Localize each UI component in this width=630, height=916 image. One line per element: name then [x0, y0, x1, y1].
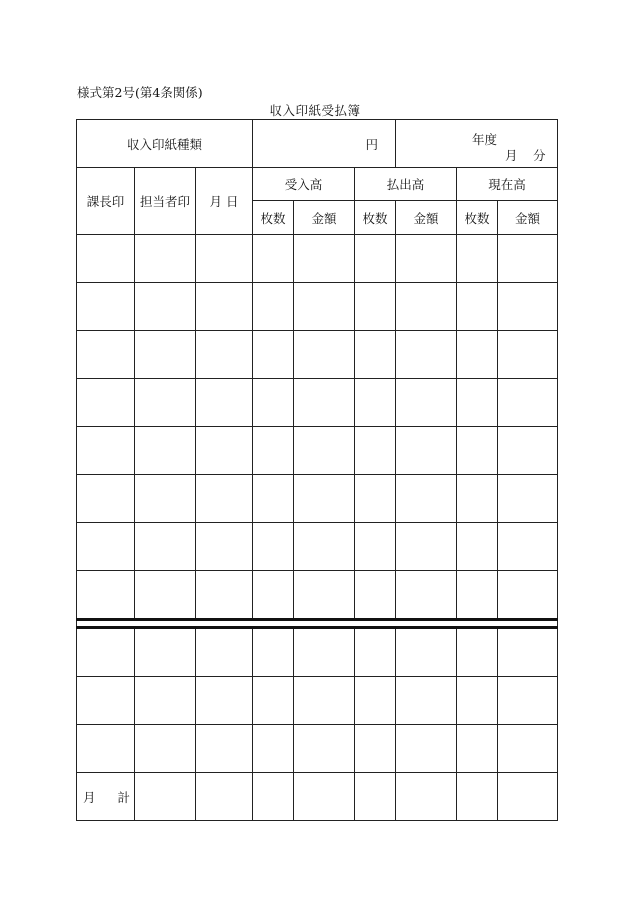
cell [355, 523, 396, 571]
cell [498, 677, 558, 725]
cell [196, 283, 253, 331]
cell [77, 571, 135, 620]
ledger-row [77, 475, 558, 523]
yen-label: 円 [365, 136, 379, 152]
ledger-row [77, 523, 558, 571]
ledger-row [77, 725, 558, 773]
cell [253, 725, 294, 773]
cell [294, 235, 355, 283]
cell [355, 427, 396, 475]
cell [396, 379, 457, 427]
cell [135, 235, 196, 283]
cell [253, 571, 294, 620]
cell [253, 331, 294, 379]
cell [396, 773, 457, 821]
cell [253, 523, 294, 571]
cell [77, 283, 135, 331]
cell [396, 523, 457, 571]
cell [135, 331, 196, 379]
cell [355, 331, 396, 379]
person-in-charge-seal-header: 担当者印 [135, 168, 196, 235]
cell [294, 331, 355, 379]
cell [294, 725, 355, 773]
balance-count-header: 枚数 [457, 201, 498, 235]
cell [77, 379, 135, 427]
cell [253, 773, 294, 821]
cell [457, 677, 498, 725]
cell [498, 523, 558, 571]
form-title: 収入印紙受払簿 [269, 103, 361, 118]
cell [253, 677, 294, 725]
cell [498, 628, 558, 677]
ledger-row [77, 379, 558, 427]
cell [396, 427, 457, 475]
cell [457, 628, 498, 677]
ledger-row [77, 571, 558, 620]
cell [355, 571, 396, 620]
cell [294, 283, 355, 331]
cell [498, 725, 558, 773]
header-row-categories [77, 168, 558, 201]
ledger-row [77, 427, 558, 475]
paid-out-amount-header: 金額 [396, 201, 457, 235]
ledger-row [77, 235, 558, 283]
cell [196, 523, 253, 571]
cell [355, 475, 396, 523]
ledger-table [76, 119, 557, 820]
cell [77, 331, 135, 379]
cell [196, 475, 253, 523]
cell [135, 571, 196, 620]
paid-out-header: 払出高 [355, 168, 457, 201]
period-cell [396, 120, 558, 168]
cell [457, 725, 498, 773]
cell [355, 235, 396, 283]
received-count-header: 枚数 [253, 201, 294, 235]
stamp-type-value-cell [253, 120, 396, 168]
cell [77, 427, 135, 475]
ledger-row [77, 628, 558, 677]
cell [77, 628, 135, 677]
cell [396, 677, 457, 725]
cell [396, 725, 457, 773]
cell [396, 628, 457, 677]
cell [135, 379, 196, 427]
cell [396, 235, 457, 283]
cell [196, 725, 253, 773]
cell [498, 379, 558, 427]
cell [498, 427, 558, 475]
cell [457, 773, 498, 821]
cell [77, 677, 135, 725]
cell [355, 773, 396, 821]
separator-cell [77, 620, 558, 628]
cell [196, 773, 253, 821]
cell [135, 725, 196, 773]
cell [396, 475, 457, 523]
cell [196, 379, 253, 427]
cell [253, 283, 294, 331]
cell [294, 427, 355, 475]
cell [396, 331, 457, 379]
cell [135, 523, 196, 571]
cell [253, 427, 294, 475]
current-balance-header: 現在高 [457, 168, 558, 201]
cell [457, 427, 498, 475]
cell [294, 677, 355, 725]
cell [355, 725, 396, 773]
cell [196, 427, 253, 475]
cell [294, 523, 355, 571]
section-chief-seal-header: 課長印 [77, 168, 135, 235]
cell [135, 475, 196, 523]
paid-out-count-header: 枚数 [355, 201, 396, 235]
cell [355, 379, 396, 427]
cell [294, 628, 355, 677]
cell [135, 283, 196, 331]
cell [355, 283, 396, 331]
cell [396, 283, 457, 331]
received-amount-header: 金額 [294, 201, 355, 235]
cell [253, 475, 294, 523]
ledger-row [77, 331, 558, 379]
ledger-row [77, 677, 558, 725]
cell [457, 523, 498, 571]
cell [196, 235, 253, 283]
cell [498, 475, 558, 523]
cell [457, 475, 498, 523]
cell [498, 331, 558, 379]
form-number-label: 様式第2号(第4条関係) [77, 85, 203, 100]
header-row-stamp-type [77, 120, 558, 168]
cell [457, 571, 498, 620]
double-rule-separator [77, 620, 558, 628]
received-header: 受入高 [253, 168, 355, 201]
cell [355, 677, 396, 725]
cell [355, 628, 396, 677]
fiscal-year-label: 年度 [472, 132, 498, 147]
cell [77, 475, 135, 523]
cell [457, 235, 498, 283]
cell [196, 331, 253, 379]
cell [498, 773, 558, 821]
cell [457, 379, 498, 427]
cell [294, 773, 355, 821]
monthly-total-month: 月 [83, 789, 96, 805]
cell [457, 331, 498, 379]
balance-amount-header: 金額 [498, 201, 558, 235]
cell [253, 379, 294, 427]
cell [77, 523, 135, 571]
cell [294, 379, 355, 427]
cell [77, 235, 135, 283]
cell [135, 773, 196, 821]
cell [196, 628, 253, 677]
monthly-total-sum: 計 [117, 789, 131, 805]
cell [396, 571, 457, 620]
month-day-header: 月 日 [196, 168, 253, 235]
cell [196, 571, 253, 620]
cell [294, 571, 355, 620]
cell [498, 571, 558, 620]
cell [294, 475, 355, 523]
cell [196, 677, 253, 725]
cell [253, 235, 294, 283]
stamp-type-label: 収入印紙種類 [77, 120, 253, 168]
cell [253, 628, 294, 677]
cell [135, 427, 196, 475]
cell [135, 628, 196, 677]
monthly-total-label [77, 773, 135, 821]
cell [498, 235, 558, 283]
minute-label: 分 [533, 148, 546, 163]
month-label: 月 [505, 148, 518, 163]
cell [457, 283, 498, 331]
monthly-total-row [77, 773, 558, 821]
cell [77, 725, 135, 773]
cell [135, 677, 196, 725]
ledger-row [77, 283, 558, 331]
cell [498, 283, 558, 331]
